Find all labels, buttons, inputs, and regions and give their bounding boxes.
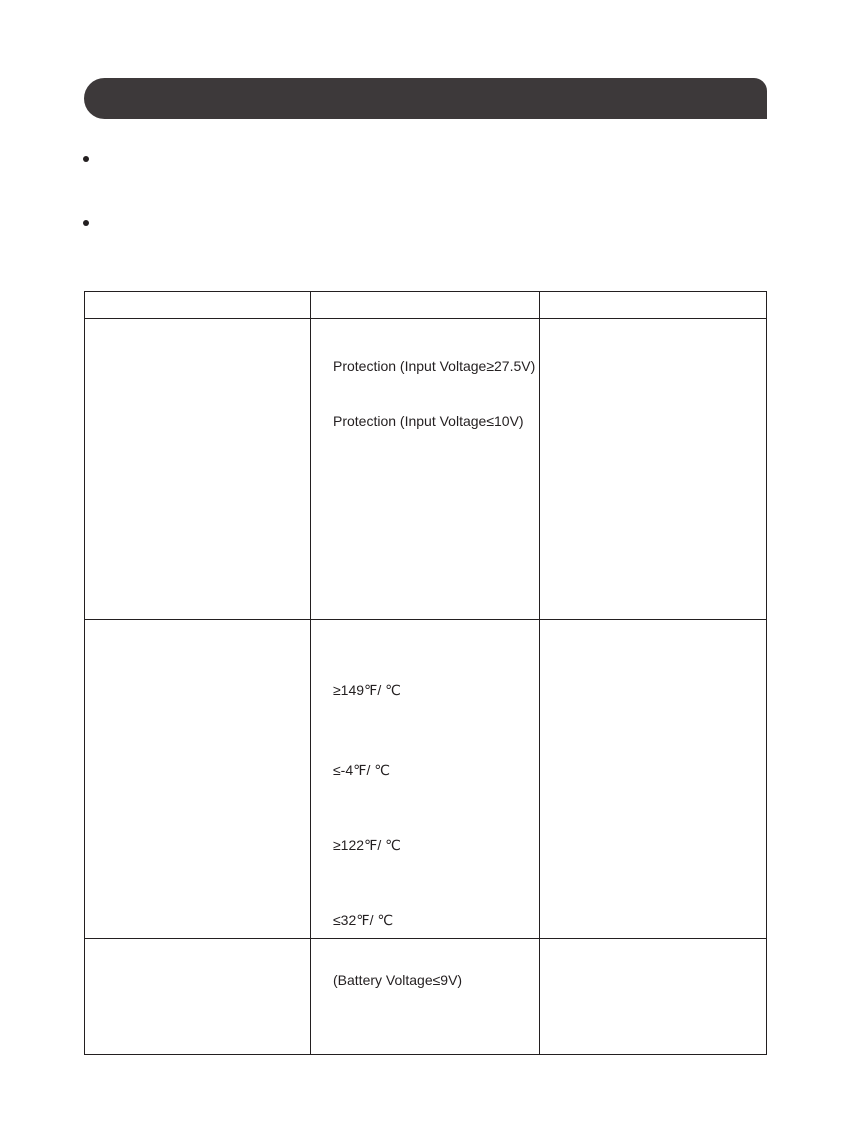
table-cell (540, 319, 767, 620)
temperature-threshold-text: ≥122℉/ ℃ (333, 837, 401, 853)
temperature-threshold-text: ≤32℉/ ℃ (333, 912, 394, 928)
temperature-threshold-text: ≥149℉/ ℃ (333, 682, 401, 698)
table-header-row (85, 292, 767, 319)
under-voltage-protection-text: Protection (Input Voltage≤10V) (333, 413, 524, 429)
header-cell (540, 292, 767, 319)
table-row (85, 319, 767, 620)
table-cell (85, 319, 311, 620)
table-cell (540, 939, 767, 1055)
header-cell (311, 292, 540, 319)
protection-table (84, 291, 767, 1055)
table-row (85, 620, 767, 939)
section-header-banner (84, 78, 767, 119)
table-cell (311, 939, 540, 1055)
header-cell (85, 292, 311, 319)
bullet-point (83, 156, 89, 162)
bullet-point (83, 220, 89, 226)
table-cell (85, 939, 311, 1055)
table-cell (85, 620, 311, 939)
battery-voltage-text: (Battery Voltage≤9V) (333, 972, 463, 988)
table-cell (311, 620, 540, 939)
temperature-threshold-text: ≤-4℉/ ℃ (333, 762, 390, 778)
table-cell (311, 319, 540, 620)
table-cell (540, 620, 767, 939)
over-voltage-protection-text: Protection (Input Voltage≥27.5V) (333, 358, 536, 374)
table-row (85, 939, 767, 1055)
